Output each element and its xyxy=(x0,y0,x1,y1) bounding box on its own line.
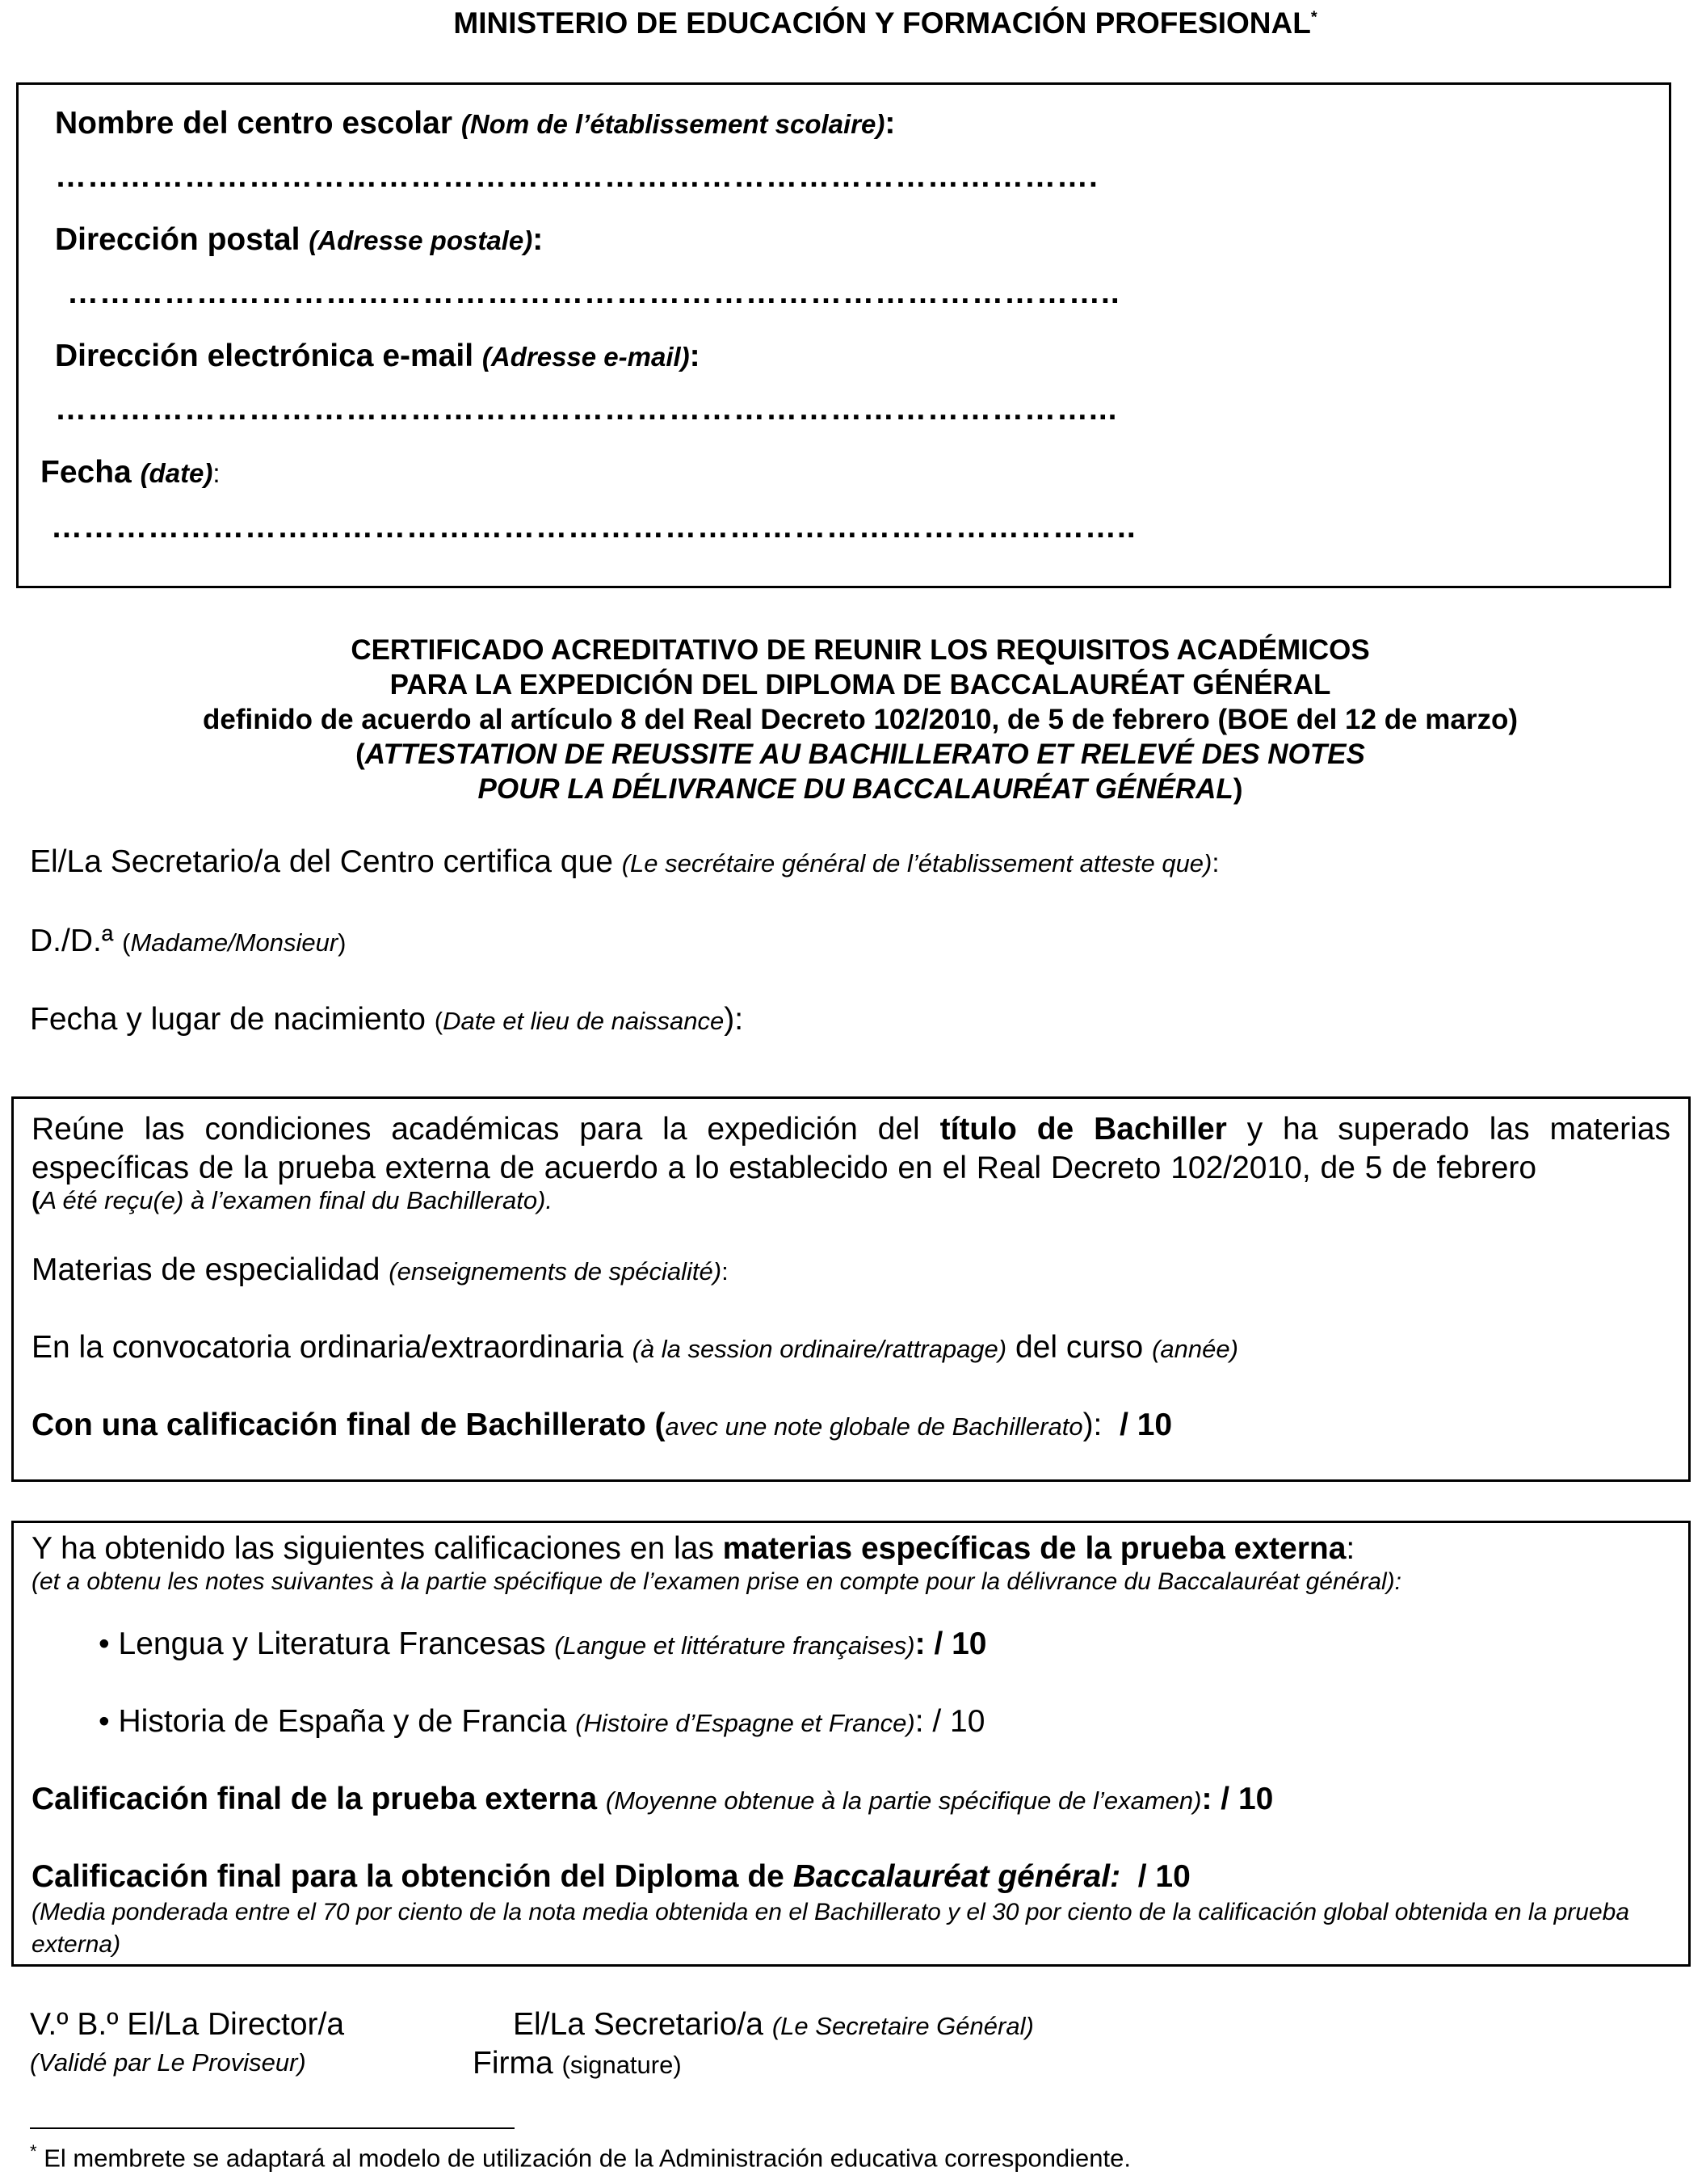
diploma-score: / 10 xyxy=(1137,1859,1191,1894)
academic-result-box xyxy=(11,1096,1691,1482)
certificate-title xyxy=(0,633,1706,806)
result-paragraph-line-1: Reúne las condiciones académicas para la expedición del título de Bachiller y ha superado las materias xyxy=(32,1112,1671,1147)
footnote-mark: * xyxy=(30,2141,37,2161)
school-info-box xyxy=(16,82,1671,588)
external-exam-grades-box xyxy=(11,1521,1691,1967)
birth-line: Fecha y lugar de nacimiento (Date et lieu de naissance): xyxy=(30,1002,744,1037)
secretary-signature-label: El/La Secretario/a (Le Secretaire Général) xyxy=(513,2007,1034,2042)
postal-address-label: Dirección postal (Adresse postale): xyxy=(55,222,544,257)
postal-address-field[interactable]: …………………………………………………………………………………….. xyxy=(67,276,1120,310)
school-name-field[interactable]: ……………………………………………………………………………………. xyxy=(55,159,1099,194)
footnote-divider xyxy=(30,2127,515,2129)
specialty-line: Materias de especialidad (enseignements de spécialité): xyxy=(32,1252,729,1287)
external-exam-final-line: Calificación final de la prueba externa (Moyenne obtenue à la partie spécifique de l’examen): / 10 xyxy=(32,1782,1274,1816)
title-line-2: PARA LA EXPEDICIÓN DEL DIPLOMA DE BACCALAURÉAT GÉNÉRAL xyxy=(389,669,1331,701)
title-line-1: CERTIFICADO ACREDITATIVO DE REUNIR LOS REQUISITOS ACADÉMICOS xyxy=(351,634,1370,666)
subject-row: • Historia de España y de Francia (Histoire d’Espagne et France): / 10 xyxy=(99,1704,985,1739)
grades-intro-translation: (et a obtenu les notes suivantes à la partie spécifique de l’examen prise en compte pour la délivrance du Baccalauréat général): xyxy=(32,1568,1402,1595)
director-signature-label: V.º B.º El/La Director/a xyxy=(30,2007,345,2042)
result-paragraph-line-2: específicas de la prueba externa de acuerdo a lo establecido en el Real Decreto 102/2010, de 5 de febrero xyxy=(32,1151,1537,1185)
director-translation: (Validé par Le Proviseur) xyxy=(30,2048,306,2077)
certifies-statement: El/La Secretario/a del Centro certifica que (Le secrétaire général de l’établissement atteste que): xyxy=(30,844,1220,879)
title-line-3: definido de acuerdo al artículo 8 del Real Decreto 102/2010, de 5 de febrero (BOE del 12 de marzo) xyxy=(202,704,1519,735)
ministry-footnote-mark: * xyxy=(1310,8,1317,27)
bullet: • xyxy=(99,1626,110,1661)
subject-score: : / 10 xyxy=(914,1626,987,1661)
title-line-5: POUR LA DÉLIVRANCE DU BACCALAURÉAT GÉNÉRAL) xyxy=(477,773,1243,805)
signature-line: Firma (signature) xyxy=(473,2046,682,2081)
email-label: Dirección electrónica e-mail (Adresse e-mail): xyxy=(55,339,700,373)
title-line-4: (ATTESTATION DE REUSSITE AU BACHILLERATO ET RELEVÉ DES NOTES xyxy=(355,739,1365,770)
date-label: Fecha (date): xyxy=(40,455,221,490)
result-translation: (A été reçu(e) à l’examen final du Bachillerato). xyxy=(32,1186,553,1214)
footnote: * El membrete se adaptará al modelo de utilización de la Administración educativa correspondiente. xyxy=(30,2141,1132,2173)
ministry-header xyxy=(0,6,1706,40)
subject-score: : / 10 xyxy=(914,1704,985,1739)
person-line: D./D.ª (Madame/Monsieur) xyxy=(30,924,347,958)
email-field[interactable]: ……………………………………………………………………………………... xyxy=(55,392,1118,427)
grades-intro: Y ha obtenido las siguientes calificaciones en las materias específicas de la prueba externa: xyxy=(32,1531,1355,1566)
ministry-name: MINISTERIO DE EDUCACIÓN Y FORMACIÓN PROFESIONAL xyxy=(453,6,1311,40)
diploma-final-line: Calificación final para la obtención del Diploma de Baccalauréat général: / 10 xyxy=(32,1859,1191,1894)
final-grade-line: Con una calificación final de Bachillerato (avec une note globale de Bachillerato): / 10 xyxy=(32,1408,1173,1442)
bullet: • xyxy=(99,1704,110,1739)
date-field[interactable]: ……………………………………………………………………………………….. xyxy=(51,510,1137,545)
session-line: En la convocatoria ordinaria/extraordinaria (à la session ordinaire/rattrapage) del curso (année) xyxy=(32,1330,1238,1365)
final-grade-score: / 10 xyxy=(1120,1408,1173,1442)
subject-row: • Lengua y Literatura Francesas (Langue et littérature françaises): / 10 xyxy=(99,1626,987,1661)
school-name-label: Nombre del centro escolar (Nom de l’établissement scolaire): xyxy=(55,106,896,141)
external-exam-score: : / 10 xyxy=(1201,1782,1274,1816)
diploma-note: (Media ponderada entre el 70 por ciento de la nota media obtenida en el Bachillerato y el 30 por ciento de la calificación global obtenida en la prueba externa) xyxy=(32,1899,1630,1958)
